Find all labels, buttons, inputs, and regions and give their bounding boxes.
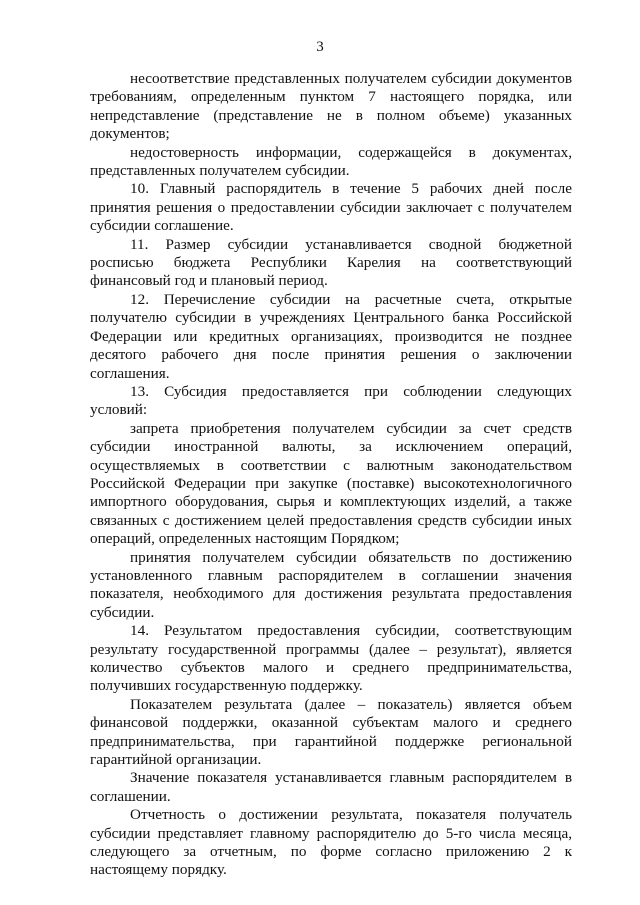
page-number: 3 [316, 39, 324, 55]
paragraph-indicator-value: Значение показателя устанавливается главным распорядителем в соглашении. [90, 769, 572, 805]
paragraph-13-conditions: 13. Субсидия предоставляется при соблюдении следующих условий: [90, 382, 572, 419]
paragraph-12-transfer: 12. Перечисление субсидии на расчетные счета, открытые получателю субсидии в учреждениях Центрального банка Российской Федерации или кредитных организациях, производится не позднее десятого рабочего дня после принятия решения о заключении соглашения. [90, 290, 572, 382]
paragraph-obligations: принятия получателем субсидии обязательств по достижению установленного главным распорядителем в соглашении значения показателя, необходимого для достижения результата предоставления субсидии. [90, 548, 572, 621]
paragraph-10-agreement: 10. Главный распорядитель в течение 5 рабочих дней после принятия решения о предоставлении субсидии заключает с получателем субсидии соглашение. [90, 180, 572, 235]
paragraph-indicator: Показателем результата (далее – показатель) является объем финансовой поддержки, оказанной субъектам малого и среднего предпринимательства, при гарантийной поддержке региональной гарантийной организации. [90, 695, 572, 769]
paragraph-currency-prohibition: запрета приобретения получателем субсидии за счет средств субсидии иностранной валюты, за исключением операций, осуществляемых в соответствии с валютным законодательством Российской Федерации при закупке (поставке) высокотехнологичного импортного оборудования, сырья и комплектующих изделий, а также связанных с достижением целей предоставления средств субсидии иных операций, определенных настоящим Порядком; [90, 419, 572, 548]
paragraph-11-subsidy-size: 11. Размер субсидии устанавливается сводной бюджетной росписью бюджета Республики Карелия на соответствующий финансовый год и плановый период. [90, 235, 572, 290]
paragraph-reporting: Отчетность о достижении результата, показателя получатель субсидии представляет главному распорядителю до 5-го числа месяца, следующего за отчетным, по форме согласно приложению 2 к настоящему порядку. [90, 806, 572, 879]
paragraph-14-result: 14. Результатом предоставления субсидии, соответствующим результату государственной программы (далее – результат), является количество субъектов малого и среднего предпринимательства, получивших государственную поддержку. [90, 622, 572, 695]
paragraph-unreliable-information: недостоверность информации, содержащейся в документах, представленных получателем субсидии. [90, 143, 572, 180]
document-body [90, 70, 572, 880]
paragraph-noncompliance-documents: несоответствие представленных получателем субсидии документов требованиям, определенным пунктом 7 настоящего порядка, или непредставление (представление не в полном объеме) указанных документов; [90, 70, 572, 143]
